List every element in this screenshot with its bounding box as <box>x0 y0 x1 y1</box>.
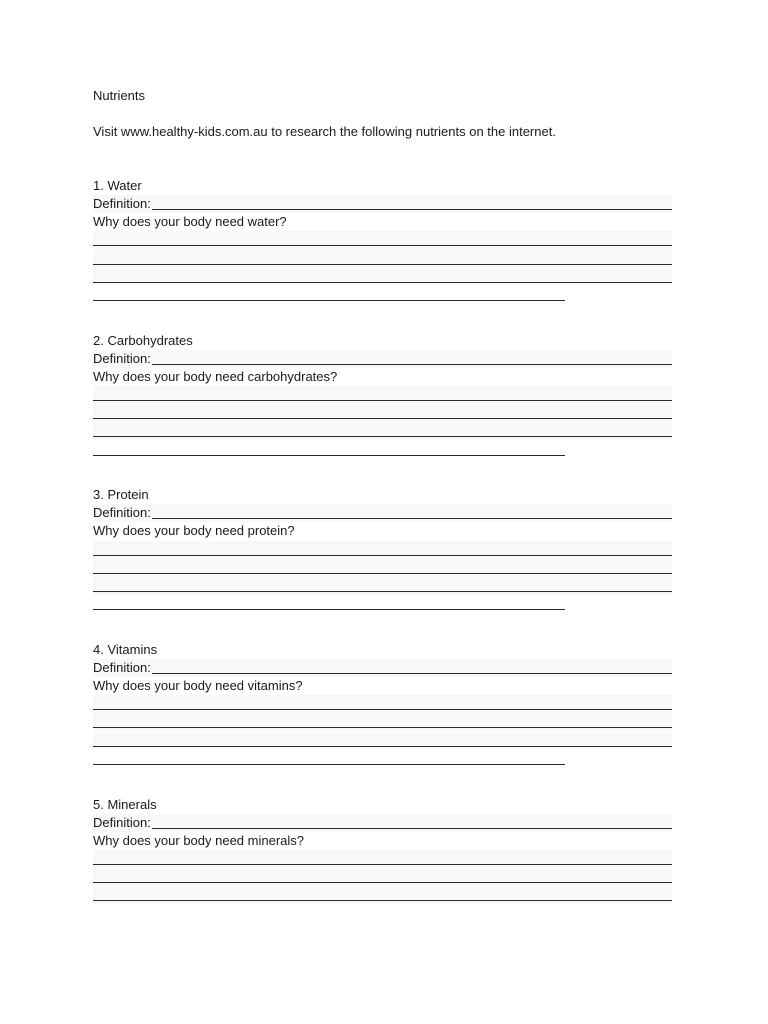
answer-line[interactable] <box>93 268 672 286</box>
definition-label: Definition: <box>93 351 151 366</box>
definition-label: Definition: <box>93 505 151 520</box>
question-vitamins: Why does your body need vitamins? <box>93 678 303 693</box>
answer-line[interactable] <box>93 577 672 595</box>
question-protein: Why does your body need protein? <box>93 523 295 538</box>
answer-line[interactable] <box>93 695 672 713</box>
definition-row-protein <box>93 504 672 522</box>
question-water: Why does your body need water? <box>93 214 287 229</box>
answer-line[interactable] <box>93 250 672 268</box>
answer-line[interactable] <box>93 286 565 304</box>
section-heading-protein: 3. Protein <box>93 487 149 502</box>
section-heading-carbohydrates: 2. Carbohydrates <box>93 333 193 348</box>
definition-row-water <box>93 195 672 213</box>
answer-line[interactable] <box>93 559 672 577</box>
answer-line[interactable] <box>93 422 672 440</box>
definition-answer-line[interactable] <box>152 504 672 519</box>
answer-line[interactable] <box>93 750 565 768</box>
answer-line[interactable] <box>93 231 672 249</box>
answer-line[interactable] <box>93 441 565 459</box>
section-heading-water: 1. Water <box>93 178 142 193</box>
definition-row-carbohydrates <box>93 350 672 368</box>
section-heading-vitamins: 4. Vitamins <box>93 642 158 657</box>
answer-line[interactable] <box>93 850 672 868</box>
answer-line[interactable] <box>93 713 672 731</box>
definition-row-minerals <box>93 814 672 832</box>
answer-line[interactable] <box>93 541 672 559</box>
answer-line[interactable] <box>93 386 672 404</box>
definition-label: Definition: <box>93 660 151 675</box>
question-carbohydrates: Why does your body need carbohydrates? <box>93 369 338 384</box>
question-minerals: Why does your body need minerals? <box>93 833 305 848</box>
answer-line[interactable] <box>93 886 672 904</box>
definition-answer-line[interactable] <box>152 814 672 829</box>
definition-answer-line[interactable] <box>152 195 672 210</box>
definition-row-vitamins <box>93 659 672 677</box>
answer-line[interactable] <box>93 868 672 886</box>
definition-answer-line[interactable] <box>152 659 672 674</box>
answer-line[interactable] <box>93 404 672 422</box>
section-heading-minerals: 5. Minerals <box>93 797 157 812</box>
page-title: Nutrients <box>93 88 146 103</box>
definition-label: Definition: <box>93 196 151 211</box>
answer-line[interactable] <box>93 732 672 750</box>
definition-label: Definition: <box>93 815 151 830</box>
definition-answer-line[interactable] <box>152 350 672 365</box>
intro-text: Visit www.healthy-kids.com.au to research the following nutrients on the internet. <box>93 124 556 139</box>
answer-line[interactable] <box>93 595 565 613</box>
